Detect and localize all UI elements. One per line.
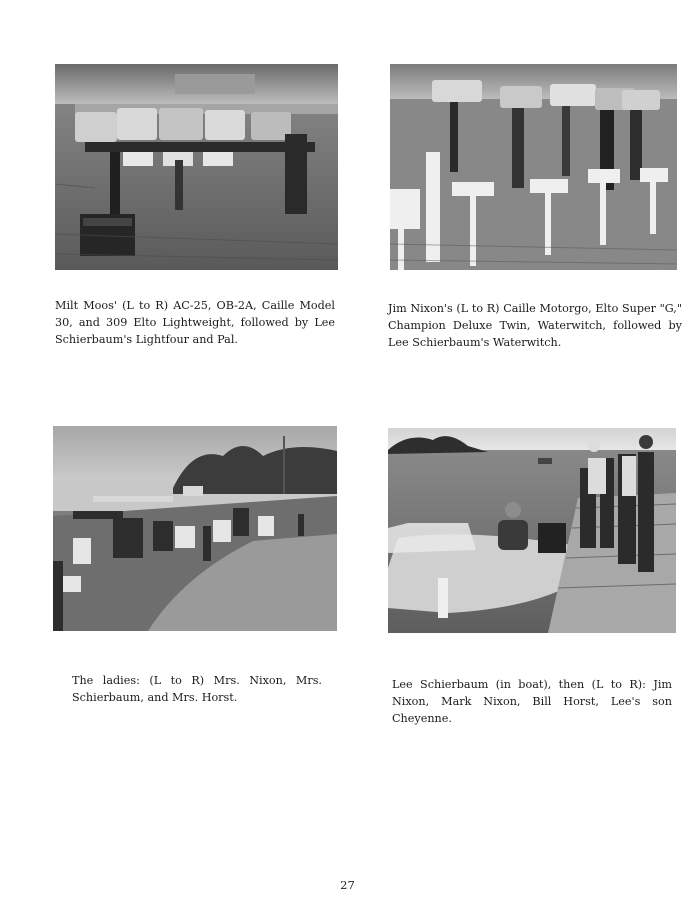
photo-motor-row-with-signs: [390, 64, 677, 270]
caption-photo-2: Jim Nixon's (L to R) Caille Motorgo, Elto Super "G," Champion Deluxe Twin, Waterwitch, followed by Lee Schierbaum's Waterwitch.: [388, 302, 682, 349]
caption-photo-3: The ladies: (L to R) Mrs. Nixon, Mrs. Schierbaum, and Mrs. Horst.: [72, 674, 322, 704]
photo-lakeshore-ladies: [53, 426, 337, 631]
caption-photo-1: Milt Moos' (L to R) AC-25, OB-2A, Caille Model 30, and 309 Elto Lightweight, followed by Lee Schierbaum's Lightfour and Pal.: [55, 299, 335, 346]
photo-boat-at-dock: [388, 428, 676, 633]
page-number: 27: [340, 878, 355, 892]
caption-photo-4: Lee Schierbaum (in boat), then (L to R): Jim Nixon, Mark Nixon, Bill Horst, Lee's son Cheyenne.: [392, 678, 672, 725]
photo-outboard-motors-stand: [55, 64, 338, 270]
